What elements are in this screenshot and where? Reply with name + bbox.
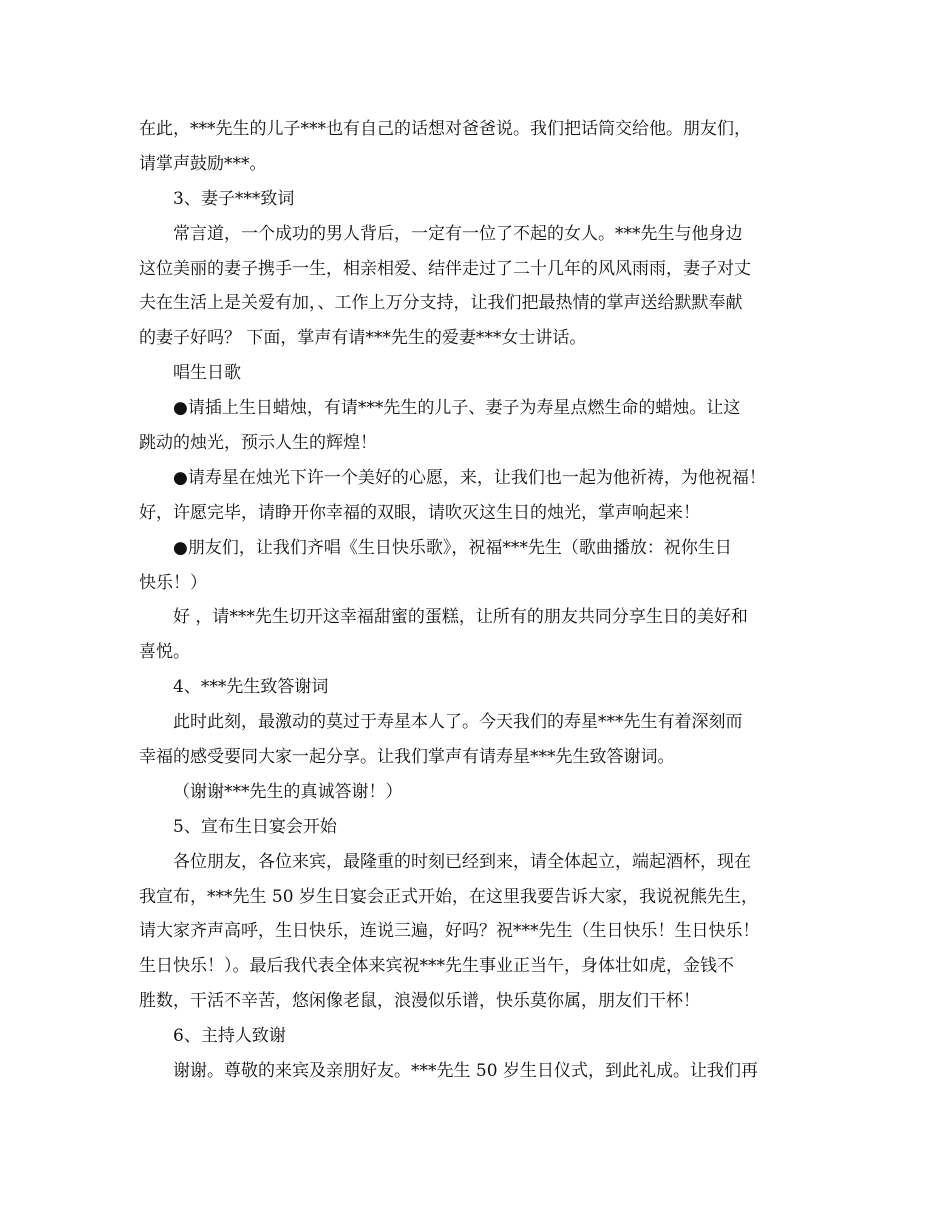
paragraph-line: （谢谢***先生的真诚答谢！）: [173, 781, 403, 802]
section-heading: 5、宣布生日宴会开始: [173, 816, 337, 837]
paragraph-line: 请大家齐声高呼，生日快乐，连说三遍，好吗？祝***先生（生日快乐！生日快乐！: [139, 921, 760, 942]
paragraph-line: 胜数，干活不辛苦，悠闲像老鼠，浪漫似乐谱，快乐莫你属，朋友们干杯！: [139, 991, 700, 1012]
paragraph-line: 我宣布，***先生 50 岁生日宴会正式开始，在这里我要告诉大家，我说祝熊先生，: [139, 886, 758, 907]
paragraph-line: 生日快乐！）。最后我代表全体来宾祝***先生事业正当午，身体壮如虎，金钱不: [139, 956, 734, 977]
section-heading: 6、主持人致谢: [173, 1026, 286, 1047]
paragraph-line: 常言道，一个成功的男人背后，一定有一位了不起的女人。***先生与他身边: [173, 223, 743, 244]
document-body: [139, 112, 829, 1089]
bullet-line: ●请寿星在烛光下许一个美好的心愿，来，让我们也一起为他祈祷，为他祝福！: [173, 467, 766, 488]
section-heading: 4、***先生致答谢词: [173, 677, 329, 698]
paragraph-line: 各位朋友，各位来宾，最隆重的时刻已经到来，请全体起立，端起酒杯，现在: [173, 851, 751, 872]
paragraph-line: 幸福的感受要同大家一起分享。让我们掌声有请寿星***先生致答谢词。: [139, 747, 675, 768]
paragraph-line: 这位美丽的妻子携手一生，相亲相爱、结伴走过了二十几年的风风雨雨，妻子对丈: [139, 258, 751, 279]
paragraph-line: 夫在生活上是关爱有加，、工作上万分支持，让我们把最热情的掌声送给默默奉献: [139, 293, 743, 314]
paragraph-line: 谢谢。尊敬的来宾及亲朋好友。***先生 50 岁生日仪式，到此礼成。让我们再: [173, 1061, 758, 1082]
paragraph-line: 好 ，请***先生切开这幸福甜蜜的蛋糕，让所有的朋友共同分享生日的美好和: [173, 607, 748, 628]
bullet-line: ●朋友们，让我们齐唱《生日快乐歌》，祝福***先生（歌曲播放：祝你生日: [173, 537, 732, 558]
bullet-line: ●请插上生日蜡烛，有请***先生的儿子、妻子为寿星点燃生命的蜡烛。让这: [173, 398, 741, 419]
paragraph-line: 在此，***先生的儿子***也有自己的话想对爸爸说。我们把话筒交给他。朋友们，: [139, 119, 751, 139]
section-heading: 3、妻子***致词: [173, 188, 295, 209]
paragraph-line: 好，许愿完毕，请睁开你幸福的双眼，请吹灭这生日的烛光，掌声响起来！: [139, 502, 700, 523]
paragraph-line: 跳动的烛光，预示人生的辉煌！: [139, 433, 377, 454]
paragraph-line: 快乐！）: [139, 572, 207, 593]
paragraph-line: 的妻子好吗？ 下面，掌声有请***先生的爱妻***女士讲话。: [139, 328, 587, 349]
paragraph-line: 此时此刻，最激动的莫过于寿星本人了。今天我们的寿星***先生有着深刻而: [173, 712, 743, 733]
section-heading: 唱生日歌: [173, 363, 241, 384]
paragraph-line: 喜悦。: [139, 642, 190, 663]
paragraph-line: 请掌声鼓励***。: [139, 153, 267, 174]
